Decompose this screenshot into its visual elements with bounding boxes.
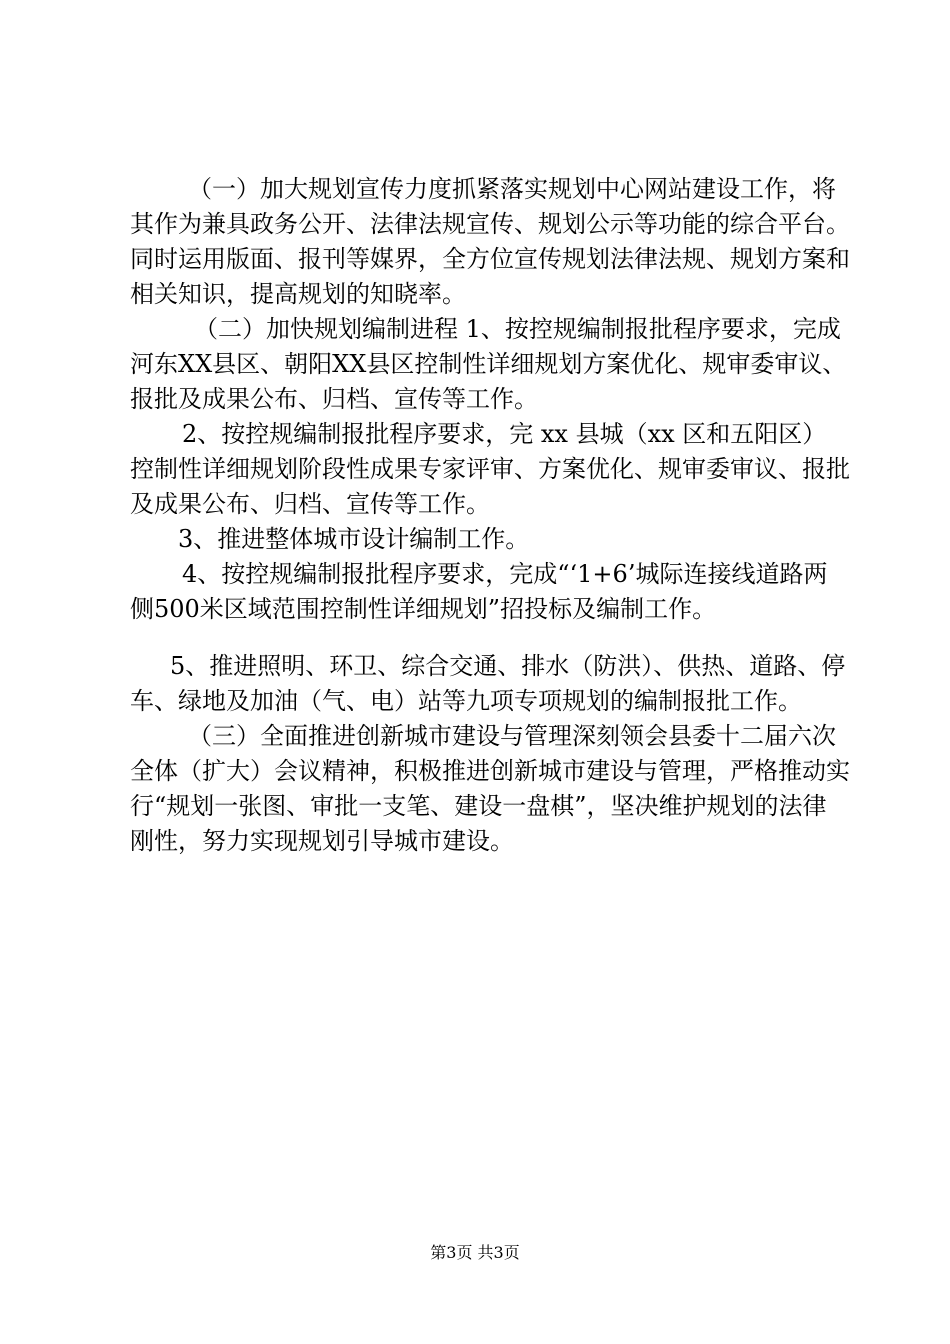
paragraph-3: 2、按控规编制报批程序要求，完 xx 县城（xx 区和五阳区）控制性详细规划阶段性成果专家评审、方案优化、规审委审议、报批及成果公布、归档、宣传等工作。	[130, 420, 850, 518]
paragraph-7: （三）全面推进创新城市建设与管理深刻领会县委十二届六次全体（扩大）会议精神，积极推进创新城市建设与管理，严格推动实行“规划一张图、审批一支笔、建设一盘棋”，坚决维护规划的法律刚性，努力实现规划引导城市建设。	[130, 722, 850, 855]
paragraph-4: 3、推进整体城市设计编制工作。	[178, 525, 530, 553]
paragraph-6: 5、推进照明、环卫、综合交通、排水（防洪）、供热、道路、停车、绿地及加油（气、电）站等九项专项规划的编制报批工作。	[130, 652, 846, 715]
document-body	[130, 172, 850, 859]
paragraph-2: （二）加快规划编制进程 1、按控规编制报批程序要求，完成河东XX县区、朝阳XX县区控制性详细规划方案优化、规审委审议、报批及成果公布、归档、宣传等工作。	[130, 315, 847, 413]
paragraph-5: 4、按控规编制报批程序要求，完成“‘1+6’城际连接线道路两侧500米区域范围控制性详细规划”招投标及编制工作。	[130, 560, 828, 623]
paragraph-1: （一）加大规划宣传力度抓紧落实规划中心网站建设工作，将其作为兼具政务公开、法律法规宣传、规划公示等功能的综合平台。同时运用版面、报刊等媒界，全方位宣传规划法律法规、规划方案和相关知识，提高规划的知晓率。	[130, 175, 850, 308]
page-footer: 第3页 共3页	[430, 1243, 520, 1262]
